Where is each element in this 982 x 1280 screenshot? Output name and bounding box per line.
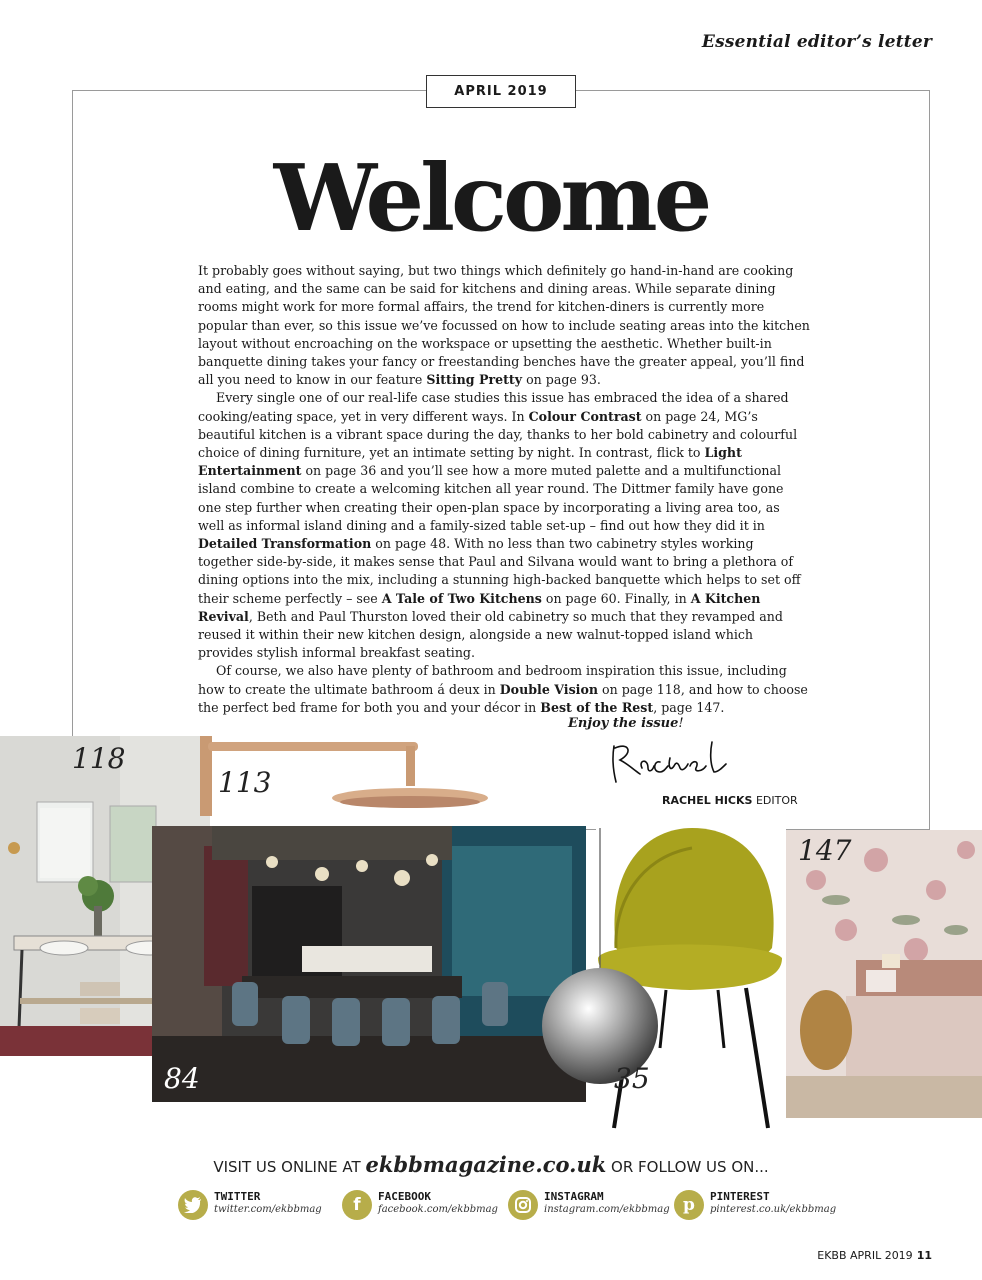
- page-ref-bathroom: 118: [72, 742, 126, 775]
- feature-link-sitting-pretty: Sitting Pretty: [426, 372, 523, 388]
- pendant-light-photo: [538, 828, 658, 1095]
- instagram-camera-icon: [508, 1190, 538, 1220]
- feature-link-light-entertainment: Light Entertainment: [198, 445, 742, 479]
- page-ref-pendant: 35: [614, 1062, 650, 1095]
- editor-letter: [198, 262, 810, 717]
- facebook-f-icon: f: [342, 1190, 372, 1220]
- paragraph-3: Of course, we also have plenty of bathroom and bedroom inspiration this issue, including how to create the ultimate bathroom á deux in Double Vision on page 118, and how to choose the perfect bed frame for both you and your décor in Best of the Rest, page 147.: [198, 663, 808, 715]
- social-twitter[interactable]: TWITTER twitter.com/ekbbmag: [178, 1190, 322, 1220]
- paragraph-1: It probably goes without saying, but two things which definitely go hand-in-hand are cooking and eating, and the same can be said for kitchens and dining areas. While separate dining rooms might work for more formal affairs, the trend for kitchen-diners is currently more popular than ever, so this issue we’ve focussed on how to include seating areas into the kitchen layout without encroaching on the workspace or upsetting the aesthetic. Whether built-in banquette dining takes your fancy or freestanding benches have the greater appeal, you’ll find all you need to know in our feature Sitting Pretty on page 93.: [198, 263, 810, 388]
- page-ref-bedroom: 147: [798, 834, 852, 867]
- page-ref-dining: 84: [164, 1062, 200, 1095]
- social-pinterest[interactable]: p PINTEREST pinterest.co.uk/ekbbmag: [674, 1190, 836, 1220]
- bedroom-illustration: [786, 830, 982, 1118]
- feature-link-colour-contrast: Colour Contrast: [528, 408, 642, 424]
- page-ref-shower: 113: [218, 766, 272, 799]
- pinterest-p-icon: p: [674, 1190, 704, 1220]
- social-instagram[interactable]: INSTAGRAM instagram.com/ekbbmag: [508, 1190, 670, 1220]
- bedroom-photo: [786, 830, 982, 1118]
- editor-credit: RACHEL HICKS EDITOR: [662, 794, 798, 807]
- visit-online-banner: VISIT US ONLINE AT ekbbmagazine.co.uk OR FOLLOW US ON...: [213, 1152, 769, 1177]
- feature-link-kitchen-revival: A Kitchen Revival: [198, 590, 761, 624]
- page-number: 11: [916, 1249, 932, 1262]
- feature-link-detailed-transformation: Detailed Transformation: [198, 536, 372, 552]
- dining-room-illustration: [152, 826, 586, 1102]
- social-facebook[interactable]: f FACEBOOK facebook.com/ekbbmag: [342, 1190, 498, 1220]
- feature-link-double-vision: Double Vision: [499, 681, 598, 697]
- mirror-ball-pendant-illustration: [538, 828, 658, 1088]
- section-label: Essential editor’s letter: [701, 32, 932, 52]
- page-footer: EKBB APRIL 2019 11: [817, 1249, 932, 1262]
- editor-signature: [608, 738, 740, 788]
- feature-link-best-of-the-rest: Best of the Rest: [540, 699, 654, 715]
- website-link[interactable]: ekbbmagazine.co.uk: [365, 1152, 607, 1177]
- dining-room-photo: [152, 826, 586, 1102]
- page-title: Welcome: [273, 144, 709, 252]
- feature-link-tale-of-two-kitchens: A Tale of Two Kitchens: [381, 590, 542, 606]
- issue-date-badge: APRIL 2019: [426, 75, 576, 108]
- signoff-text: Enjoy the issue!: [568, 716, 684, 731]
- twitter-bird-icon: [178, 1190, 208, 1220]
- paragraph-2: Every single one of our real-life case studies this issue has embraced the idea of a shared cooking/eating space, yet in very different ways. In Colour Contrast on page 24, MG’s beautiful kitchen is a vibrant space during the day, thanks to her bold cabinetry and colourful choice of dining furniture, yet an intimate setting by night. In contrast, flick to Light Entertainment on page 36 and you’ll see how a more muted palette and a multifunctional island combine to create a welcoming kitchen all year round. The Dittmer family have gone one step further when creating their open-plan space by incorporating a living area too, as well as informal island dining and a family-sized table set-up – find out how they did it in Detailed Transformation on page 48. With no less than two cabinetry styles working together side-by-side, it makes sense that Paul and Silvana would want to bring a plethora of dining options into the mix, including a stunning high-backed banquette which helps to set off their scheme perfectly – see A Tale of Two Kitchens on page 60. Finally, in A Kitchen Revival, Beth and Paul Thurston loved their old cabinetry so much that they revamped and reused it within their new kitchen design, alongside a new walnut-topped island which provides stylish informal breakfast seating.: [198, 390, 801, 661]
- shower-photo: [200, 736, 490, 816]
